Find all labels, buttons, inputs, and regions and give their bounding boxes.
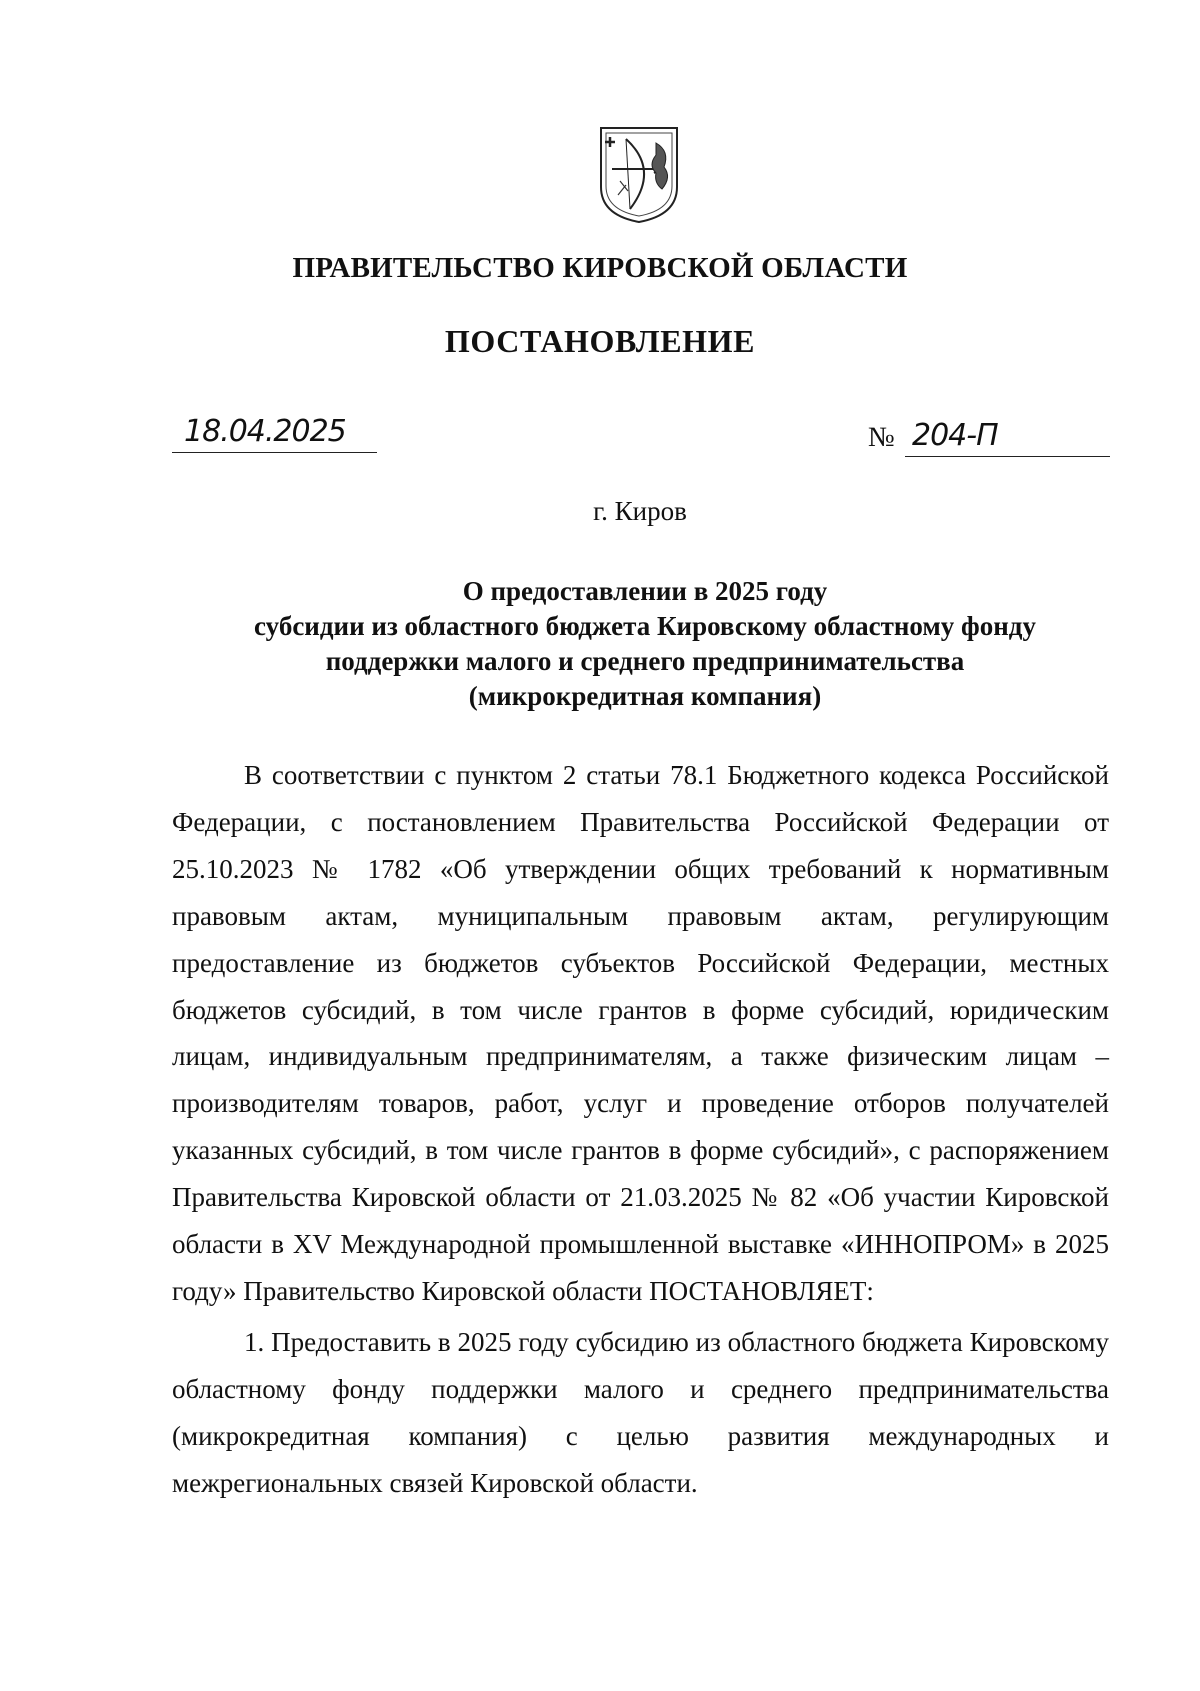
- preamble-paragraph: В соответствии с пунктом 2 статьи 78.1 Бюджетного кодекса Российской Федерации, с постановлением Правительства Российской Федерации от 25.10.2023 № 1782 «Об утверждении общих требований к нормативным правовым актам, муниципальным правовым актам, регулирующим предоставление из бюджетов субъектов Российской Федерации, местных бюджетов субсидий, в том числе грантов в форме субсидий, юридическим лицам, индивидуальным предпринимателям, а также физическим лицам – производителям товаров, работ, услуг и проведение отборов получателей указанных субсидий, в том числе грантов в форме субсидий», с распоряжением Правительства Кировской области от 21.03.2025 № 82 «Об участии Кировской области в XV Международной промышленной выставке «ИННОПРОМ» в 2025 году» Правительство Кировской области ПОСТАНОВЛЯЕТ:: [172, 760, 1109, 1306]
- date-underline: [172, 452, 377, 453]
- document-date: 18.04.2025: [184, 414, 346, 449]
- title-line: субсидии из областного бюджета Кировскому областному фонду: [254, 611, 1036, 641]
- item-1-paragraph: 1. Предоставить в 2025 году субсидию из областного бюджета Кировскому областному фонду поддержки малого и среднего предпринимательства (микрокредитная компания) с целью развития международных и межрегиональных связей Кировской области.: [172, 1326, 1109, 1498]
- document-number: 204-П: [912, 418, 998, 453]
- title-line: (микрокредитная компания): [468, 681, 822, 711]
- city: г. Киров: [593, 496, 687, 526]
- document-title: [180, 574, 1110, 714]
- number-underline: [905, 456, 1110, 457]
- document-body: [172, 752, 1109, 1507]
- title-line: поддержки малого и среднего предпринимательства: [325, 646, 965, 676]
- organization-name: ПРАВИТЕЛЬСТВО КИРОВСКОЙ ОБЛАСТИ: [292, 252, 908, 284]
- title-line: О предоставлении в 2025 году: [462, 576, 828, 606]
- coat-of-arms-icon: [598, 125, 680, 225]
- document-type: ПОСТАНОВЛЕНИЕ: [444, 323, 756, 359]
- number-sign: №: [868, 422, 895, 453]
